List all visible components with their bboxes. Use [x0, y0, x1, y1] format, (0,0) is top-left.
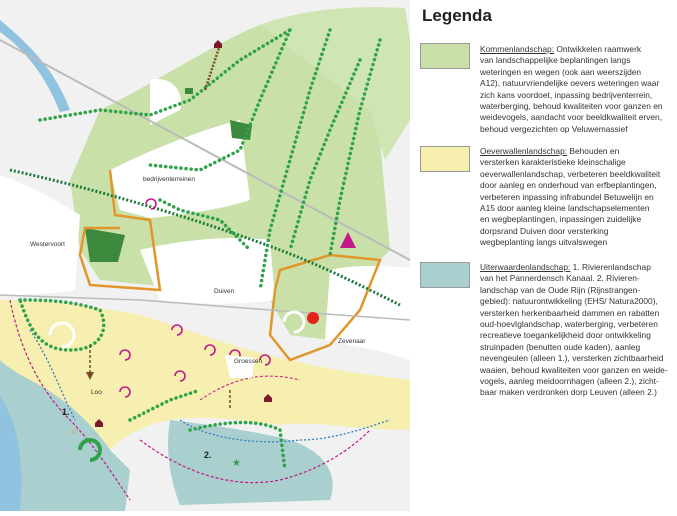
- legend-item-kommen: [480, 44, 674, 135]
- red-location-marker: [307, 312, 319, 324]
- legend-line: versterken herkenbaarheid dammen en rabatten: [480, 307, 660, 318]
- legend-line: dorpsrand Duiven door versterking: [480, 225, 609, 236]
- legend-line: en wegbeplantingen, inpassingen zuidelijke: [480, 214, 642, 225]
- legend-line: van het Pannerdensch Kanaal. 2. Rivieren-: [480, 273, 640, 284]
- legend-item-uiter: [480, 262, 674, 399]
- label-duiven: Duiven: [214, 288, 235, 295]
- forest-patch-3: [185, 88, 193, 94]
- legend-line: van landschappelijke beplantingen langs: [480, 55, 631, 66]
- legend-line: vogels, aanleg meidoornhagen (alleen 2.), zicht-: [480, 376, 659, 387]
- star-icon-1: ☆: [70, 426, 79, 437]
- label-groessen: Groessen: [234, 358, 263, 365]
- legend-line: oud-hoevIglandschap, waterberging, verbeteren: [480, 319, 658, 330]
- legend-line: waterberging, behoud kwaliteiten voor ganzen en: [480, 101, 663, 112]
- legend-line: Ontwikkelen raamwerk: [554, 44, 642, 54]
- legend-line: nevengeulen (alleen 1.), versterken zichtbaarheid: [480, 353, 664, 364]
- legend-heading-oever: Oeverwallenlandschap:: [480, 146, 568, 156]
- legend-swatch-oever: [420, 146, 470, 172]
- label-loo: Loo: [91, 389, 102, 396]
- legend-line: baar maken verdronken dorp Leuven (alleen 2.): [480, 387, 657, 398]
- legend-line: zich kans voordoet, inpassing bedrijventerrein,: [480, 89, 653, 100]
- legend-swatch-kommen: [420, 43, 470, 69]
- legend-panel: [412, 0, 677, 511]
- label-bedrijventerreinen: bedrijventerreinen: [143, 176, 196, 183]
- legend-line: landschap van de Oude Rijn (Rijnstrangen-: [480, 284, 641, 295]
- legend-line: waaien, behoud kwaliteiten voor ganzen en weide-: [480, 364, 668, 375]
- legend-line: 1. Rivierenlandschap: [570, 262, 651, 272]
- legend-line: struinpaden (benutten oude kaden), aanleg: [480, 341, 641, 352]
- label-zevenaar: Zevenaar: [338, 338, 366, 345]
- urban-duiven: [140, 238, 275, 304]
- legend-line: weidevogels, aandacht voor beeldkwaliteit erven,: [480, 112, 663, 123]
- legend-line: A12), natuurvriendelijke oevers weteringen waar: [480, 78, 660, 89]
- legend-line: verbeteren inpassing infrabundel Betuwelijn en: [480, 191, 654, 202]
- legend-line: weteringen en wegen (ook aan weerszijden: [480, 66, 642, 77]
- legend-line: gebied): natuurontwikkeling (EHS/ Natura2000),: [480, 296, 658, 307]
- label-westervoort: Westervoort: [30, 241, 65, 248]
- legend-line: oeverwallenlandschap, verbeteren beeldkwaliteit: [480, 168, 661, 179]
- legend-line: recreatieve toegankelijkheid door ontwikkeling: [480, 330, 651, 341]
- legend-line: versterken karakteristieke kleinschalige: [480, 157, 626, 168]
- legend-line: Behouden en: [567, 146, 620, 156]
- legend-line: A15 door aanleg kleine landschapselementen: [480, 203, 650, 214]
- legend-item-oever: [480, 146, 674, 249]
- legend-heading-kommen: Kommenlandschap:: [480, 44, 555, 54]
- legend-swatch-uiter: [420, 262, 470, 288]
- label-area-1: 1.: [62, 407, 70, 417]
- legend-title: Legenda: [422, 6, 492, 25]
- star-icon-2: ★: [232, 458, 241, 469]
- legend-line: behoud vergezichten op Veluwemassief: [480, 123, 628, 134]
- legend-line: door aanleg en onderhoud van erfbeplantingen,: [480, 180, 657, 191]
- label-area-2: 2.: [204, 450, 212, 460]
- legend-heading-uiter: Uiterwaardenlandschap:: [480, 262, 571, 272]
- legend-line: wegbeplanting langs uitvalswegen: [480, 237, 608, 248]
